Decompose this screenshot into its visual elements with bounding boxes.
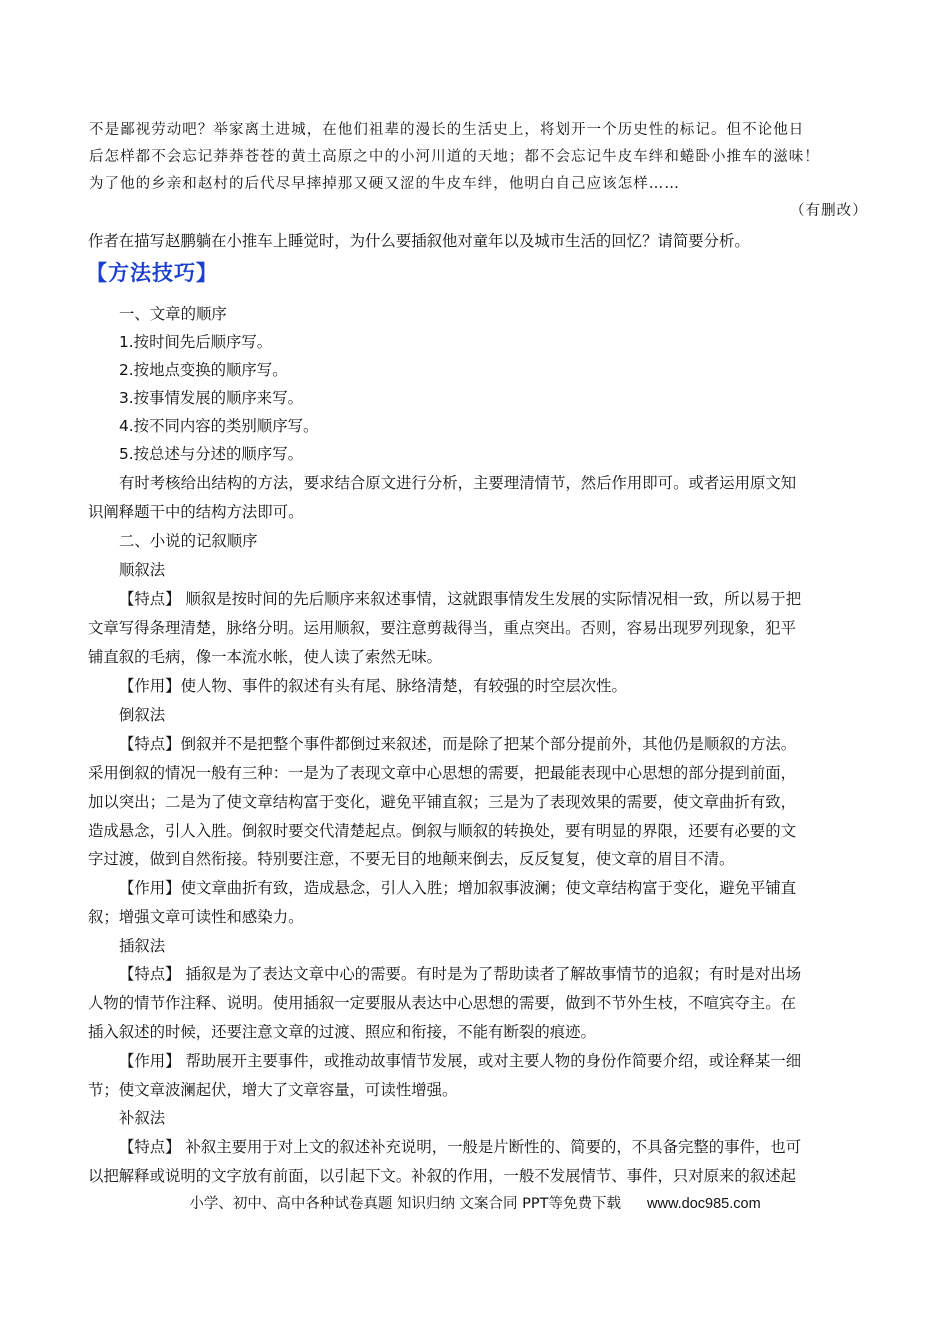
body-line: 人物的情节作注释、说明。使用插叙一定要服从表达中心思想的需要，做到不节外生枝，不喧宾夺主。在 bbox=[88, 994, 796, 1012]
body-line: 识阐释题干中的结构方法即可。 bbox=[88, 503, 304, 521]
body-line: 2.按地点变换的顺序写。 bbox=[119, 361, 288, 379]
body-line: 5.按总述与分述的顺序写。 bbox=[119, 445, 303, 463]
body-line: 以把解释或说明的文字放有前面，以引起下文。补叙的作用，一般不发展情节、事件，只对原来的叙述起 bbox=[88, 1167, 796, 1185]
footer-site-link[interactable]: www.doc985.com bbox=[647, 1196, 761, 1212]
body-line: 加以突出；二是为了使文章结构富于变化，避免平铺直叙；三是为了表现效果的需要，使文章曲折有致， bbox=[88, 793, 796, 811]
body-line: 铺直叙的毛病，像一本流水帐，使人读了索然无味。 bbox=[88, 648, 442, 666]
body-line: 采用倒叙的情况一般有三种：一是为了表现文章中心思想的需要，把最能表现中心思想的部分提到前面， bbox=[88, 764, 796, 782]
passage-line-2: 后怎样都不会忘记莽莽苍苍的黄土高原之中的小河川道的天地；都不会忘记牛皮车绊和蜷卧小推车的滋味！ bbox=[89, 149, 820, 165]
body-line: 【特点】 插叙是为了表达文章中心的需要。有时是为了帮助读者了解故事情节的追叙；有时是对出场 bbox=[119, 965, 802, 983]
body-line: 1.按时间先后顺序写。 bbox=[119, 333, 273, 351]
body-line: 字过渡，做到自然衔接。特别要注意，不要无目的地颠来倒去，反反复复，使文章的眉目不清。 bbox=[88, 850, 735, 868]
body-line: 造成悬念，引人入胜。倒叙时要交代清楚起点。倒叙与顺叙的转换处，要有明显的界限，还要有必要的文 bbox=[88, 822, 796, 840]
page-footer bbox=[0, 1192, 950, 1213]
body-line: 3.按事情发展的顺序来写。 bbox=[119, 389, 303, 407]
body-line: 插入叙述的时候，还要注意文章的过渡、照应和衔接，不能有断裂的痕迹。 bbox=[88, 1023, 596, 1041]
body-line: 倒叙法 bbox=[119, 706, 166, 724]
body-line: 一、文章的顺序 bbox=[119, 305, 227, 323]
body-line: 【特点】 补叙主要用于对上文的叙述补充说明，一般是片断性的、简要的，不具备完整的事件，也可 bbox=[119, 1138, 802, 1156]
passage-line-1: 不是鄙视劳动吧？举家离土进城，在他们祖辈的漫长的生活史上，将划开一个历史性的标记。但不论他日 bbox=[89, 122, 805, 138]
body-line: 补叙法 bbox=[119, 1109, 166, 1127]
body-line: 顺叙法 bbox=[119, 561, 166, 579]
body-line: 有时考核给出结构的方法，要求结合原文进行分析，主要理清情节，然后作用即可。或者运用原文知 bbox=[119, 474, 797, 492]
body-line: 【特点】倒叙并不是把整个事件都倒过来叙述，而是除了把某个部分提前外，其他仍是顺叙的方法。 bbox=[119, 735, 797, 753]
body-line: 节；使文章波澜起伏，增大了文章容量，可读性增强。 bbox=[88, 1081, 458, 1099]
body-line: 【特点】 顺叙是按时间的先后顺序来叙述事情，这就跟事情发生发展的实际情况相一致，所以易于把 bbox=[119, 590, 802, 608]
body-line: 【作用】 帮助展开主要事件，或推动故事情节发展，或对主要人物的身份作简要介绍，或诠释某一细 bbox=[119, 1052, 802, 1070]
body-line: 文章写得条理清楚，脉络分明。运用顺叙，要注意剪裁得当，重点突出。否则，容易出现罗列现象，犯平 bbox=[88, 619, 796, 637]
body-line: 二、小说的记叙顺序 bbox=[119, 532, 258, 550]
section-heading: 【方法技巧】 bbox=[86, 261, 218, 285]
footer-text: 小学、初中、高中各种试卷真题 知识归纳 文案合同 PPT等免费下载 bbox=[189, 1196, 622, 1212]
body-line: 叙；增强文章可读性和感染力。 bbox=[88, 908, 304, 926]
body-line: 【作用】使人物、事件的叙述有头有尾、脉络清楚，有较强的时空层次性。 bbox=[119, 677, 627, 695]
question-text: 作者在描写赵鹏躺在小推车上睡觉时，为什么要插叙他对童年以及城市生活的回忆？请简要分析。 bbox=[88, 232, 750, 250]
body-line: 4.按不同内容的类别顺序写。 bbox=[119, 417, 319, 435]
passage-line-3: 为了他的乡亲和赵村的后代尽早摔掉那又硬又涩的牛皮车绊，他明白自己应该怎样…… bbox=[89, 176, 680, 192]
body-line: 插叙法 bbox=[119, 937, 166, 955]
edit-note: （有删改） bbox=[790, 203, 868, 219]
body-line: 【作用】使文章曲折有致，造成悬念，引人入胜；增加叙事波澜；使文章结构富于变化，避免平铺直 bbox=[119, 879, 797, 897]
